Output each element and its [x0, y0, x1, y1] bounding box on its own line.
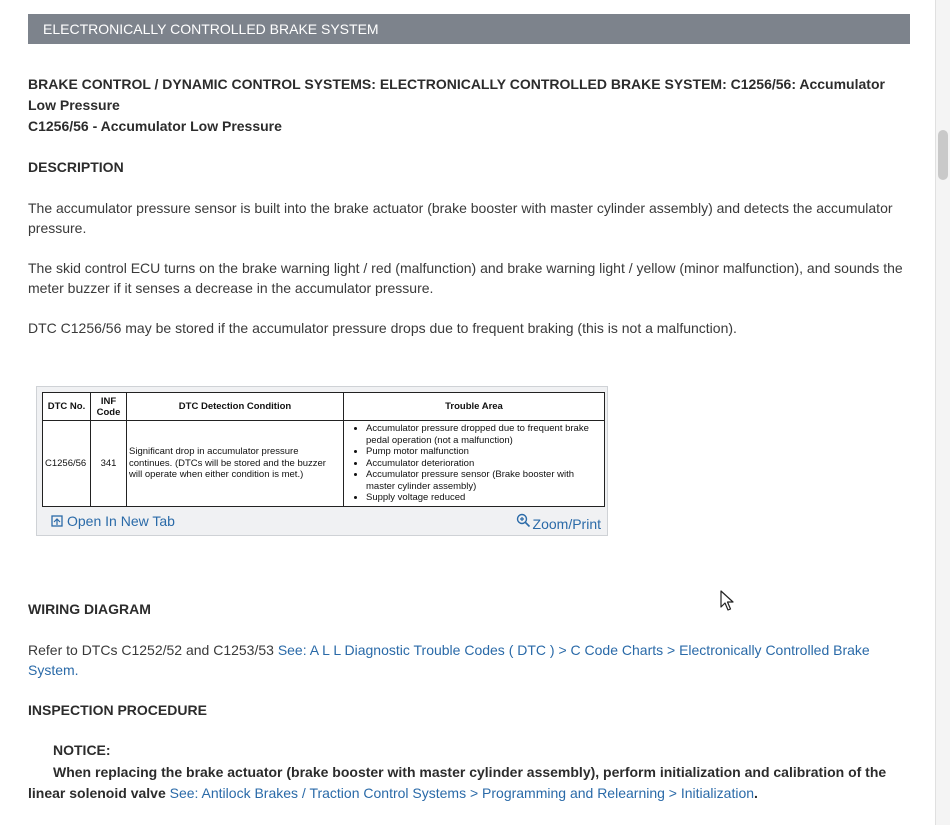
open-in-new-tab-label: Open In New Tab	[67, 513, 175, 529]
vertical-scrollbar[interactable]	[935, 0, 950, 825]
table-cell-dtc-no: C1256/56	[43, 421, 91, 507]
list-item: • Accumulator pressure dropped due to frequent brake pedal operation (not a malfunction)	[366, 423, 602, 446]
title-line-2: C1256/56 - Accumulator Low Pressure	[28, 118, 282, 134]
table-header-dtc-no: DTC No.	[43, 393, 91, 421]
page-title	[28, 74, 898, 137]
table-header-trouble-area: Trouble Area	[344, 393, 605, 421]
title-line-1: BRAKE CONTROL / DYNAMIC CONTROL SYSTEMS: ELECTRONICALLY CONTROLLED BRAKE SYSTEM: C1256/56: Accumulator Low Pressure	[28, 76, 885, 113]
wiring-diagram-link[interactable]: See: A L L Diagnostic Trouble Codes ( DTC ) > C Code Charts > Electronically Controlled Brake System.	[28, 642, 870, 678]
wiring-diagram-text: Refer to DTCs C1252/52 and C1253/53	[28, 642, 278, 658]
notice-body	[28, 762, 898, 804]
description-paragraph-2: The skid control ECU turns on the brake warning light / red (malfunction) and brake warning light / yellow (minor malfunction), and sounds the meter buzzer if it senses a decrease in the accumulator pressure.	[28, 260, 903, 296]
description-heading: DESCRIPTION	[28, 159, 124, 175]
list-item: • Accumulator pressure sensor (Brake booster with master cylinder assembly)	[366, 469, 602, 492]
dtc-table-figure	[36, 386, 608, 536]
description-paragraph-1: The accumulator pressure sensor is built into the brake actuator (brake booster with master cylinder assembly) and detects the accumulator pressure.	[28, 200, 893, 236]
table-cell-inf-code: 341	[91, 421, 127, 507]
mouse-cursor-icon	[720, 590, 736, 612]
list-item: • Pump motor malfunction	[366, 446, 602, 458]
table-header-inf-code: INF Code	[91, 393, 127, 421]
table-cell-condition: Significant drop in accumulator pressure continues. (DTCs will be stored and the buzzer will operate when either condition is met.)	[127, 421, 344, 507]
initialization-link[interactable]: See: Antilock Brakes / Traction Control Systems > Programming and Relearning > Initialization	[169, 785, 755, 801]
list-item: • Accumulator deterioration	[366, 458, 602, 470]
wiring-diagram-paragraph	[28, 640, 908, 680]
notice-label: NOTICE:	[53, 742, 111, 758]
scrollbar-thumb[interactable]	[938, 130, 948, 180]
trouble-area-list	[346, 423, 602, 504]
figure-actions	[37, 511, 607, 531]
list-item: • Supply voltage reduced	[366, 492, 602, 504]
description-paragraph-3: DTC C1256/56 may be stored if the accumulator pressure drops due to frequent braking (this is not a malfunction).	[28, 320, 737, 336]
open-in-new-tab-link[interactable]	[51, 513, 175, 529]
open-in-new-tab-icon	[51, 515, 63, 527]
table-row	[43, 421, 605, 507]
table-header-detection-condition: DTC Detection Condition	[127, 393, 344, 421]
zoom-print-label: Zoom/Print	[532, 516, 601, 532]
section-header: ELECTRONICALLY CONTROLLED BRAKE SYSTEM	[28, 14, 910, 44]
notice-end: .	[754, 785, 758, 801]
notice-text: When replacing the brake actuator (brake booster with master cylinder assembly), perform initialization and calibration of the linear solenoid valve	[28, 764, 887, 801]
zoom-in-icon	[516, 513, 531, 528]
wiring-diagram-heading: WIRING DIAGRAM	[28, 601, 151, 617]
inspection-procedure-heading: INSPECTION PROCEDURE	[28, 702, 207, 718]
zoom-print-link[interactable]	[516, 513, 601, 532]
dtc-table	[42, 392, 605, 507]
table-cell-trouble-area	[344, 421, 605, 507]
